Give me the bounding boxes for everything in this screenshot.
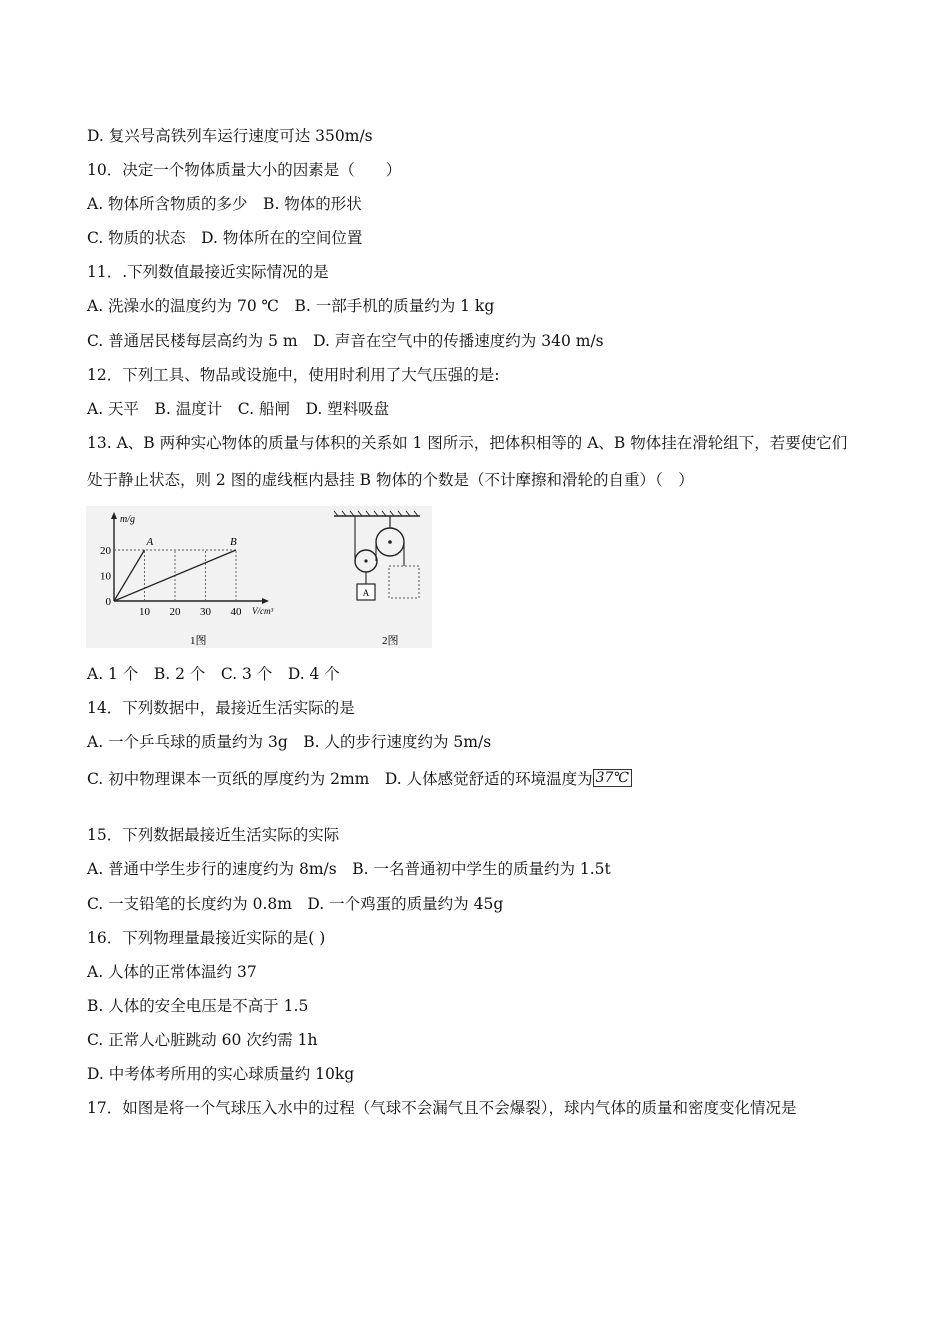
q13-stem-line1: 13. A、B 两种实心物体的质量与体积的关系如 1 图所示，把体积相等的 A、B 物体挂在滑轮组下，若要使它们 [87, 434, 848, 452]
q16-option-d: D. 中考体考所用的实心球质量约 10kg [87, 1065, 355, 1083]
x-tick-label-40: 40 [230, 606, 242, 618]
x-axis-arrow [262, 598, 269, 604]
q14-options-ab: A. 一个乒乓球的质量约为 3g B. 人的步行速度约为 5m/s [87, 733, 492, 751]
q14-options-cd-text: C. 初中物理课本一页纸的厚度约为 2mm D. 人体感觉舒适的环境温度为 [87, 770, 593, 788]
pulley-diagram [334, 511, 420, 647]
x-tick-label-30: 30 [200, 606, 211, 618]
q11-stem: 11．.下列数值最接近实际情况的是 [87, 263, 329, 281]
series-a-label: A [146, 536, 154, 548]
q12-stem: 12．下列工具、物品或设施中，使用时利用了大气压强的是: [87, 366, 500, 384]
q14-stem: 14．下列数据中，最接近生活实际的是 [87, 699, 355, 717]
q10-stem: 10．决定一个物体质量大小的因素是（ ） [87, 161, 402, 179]
figure-2-caption: 2图 [382, 635, 399, 647]
q12-options: A. 天平 B. 温度计 C. 船闸 D. 塑料吸盘 [87, 400, 390, 418]
x-tick-label-10: 10 [139, 606, 150, 618]
q11-options-cd: C. 普通居民楼每层高约为 5 m D. 声音在空气中的传播速度约为 340 m/s [87, 332, 604, 350]
q16-option-c: C. 正常人心脏跳动 60 次约需 1h [87, 1031, 318, 1049]
q16-option-a: A. 人体的正常体温约 37 [87, 963, 257, 981]
q17-stem: 17．如图是将一个气球压入水中的过程（气球不会漏气且不会爆裂），球内气体的质量和密度变化情况是 [87, 1099, 797, 1117]
q13-figure [86, 506, 432, 648]
q14-options-cd [87, 769, 632, 789]
block-a-label: A [362, 588, 370, 598]
q11-options-ab: A. 洗澡水的温度约为 70 ℃ B. 一部手机的质量约为 1 kg [87, 297, 495, 315]
q10-options-cd: C. 物质的状态 D. 物体所在的空间位置 [87, 229, 363, 247]
dashed-box [389, 566, 419, 598]
figure-1-caption: 1图 [190, 635, 207, 647]
q13-options: A. 1 个 B. 2 个 C. 3 个 D. 4 个 [87, 665, 340, 683]
q16-option-b: B. 人体的安全电压是不高于 1.5 [87, 997, 309, 1015]
series-a-line [114, 550, 145, 601]
temperature-value-box: 37℃ [593, 769, 632, 787]
y-axis-label: m/g [120, 514, 135, 525]
q9-option-d: D. 复兴号高铁列车运行速度可达 350m/s [87, 127, 373, 145]
y-tick-label-0: 0 [105, 596, 111, 608]
y-tick-label-10: 10 [100, 570, 111, 583]
series-b-label: B [230, 536, 237, 548]
y-axis-arrow [111, 512, 117, 519]
q10-options-ab: A. 物体所含物质的多少 B. 物体的形状 [87, 195, 362, 213]
x-axis-label: V/cm³ [252, 606, 274, 616]
q15-stem: 15．下列数据最接近生活实际的实际 [87, 826, 340, 844]
q15-options-ab: A. 普通中学生步行的速度约为 8m/s B. 一名普通初中学生的质量约为 1.5t [87, 860, 611, 878]
x-tick-label-20: 20 [169, 606, 181, 618]
mass-volume-chart [100, 512, 273, 647]
q13-stem-line2: 处于静止状态，则 2 图的虚线框内悬挂 B 物体的个数是（不计摩擦和滑轮的自重）（ ） [87, 471, 694, 489]
y-tick-label-20: 20 [100, 545, 111, 557]
series-b-line [114, 550, 236, 601]
q15-options-cd: C. 一支铅笔的长度约为 0.8m D. 一个鸡蛋的质量约为 45g [87, 895, 504, 913]
q16-stem: 16．下列物理量最接近实际的是( ) [87, 929, 326, 947]
